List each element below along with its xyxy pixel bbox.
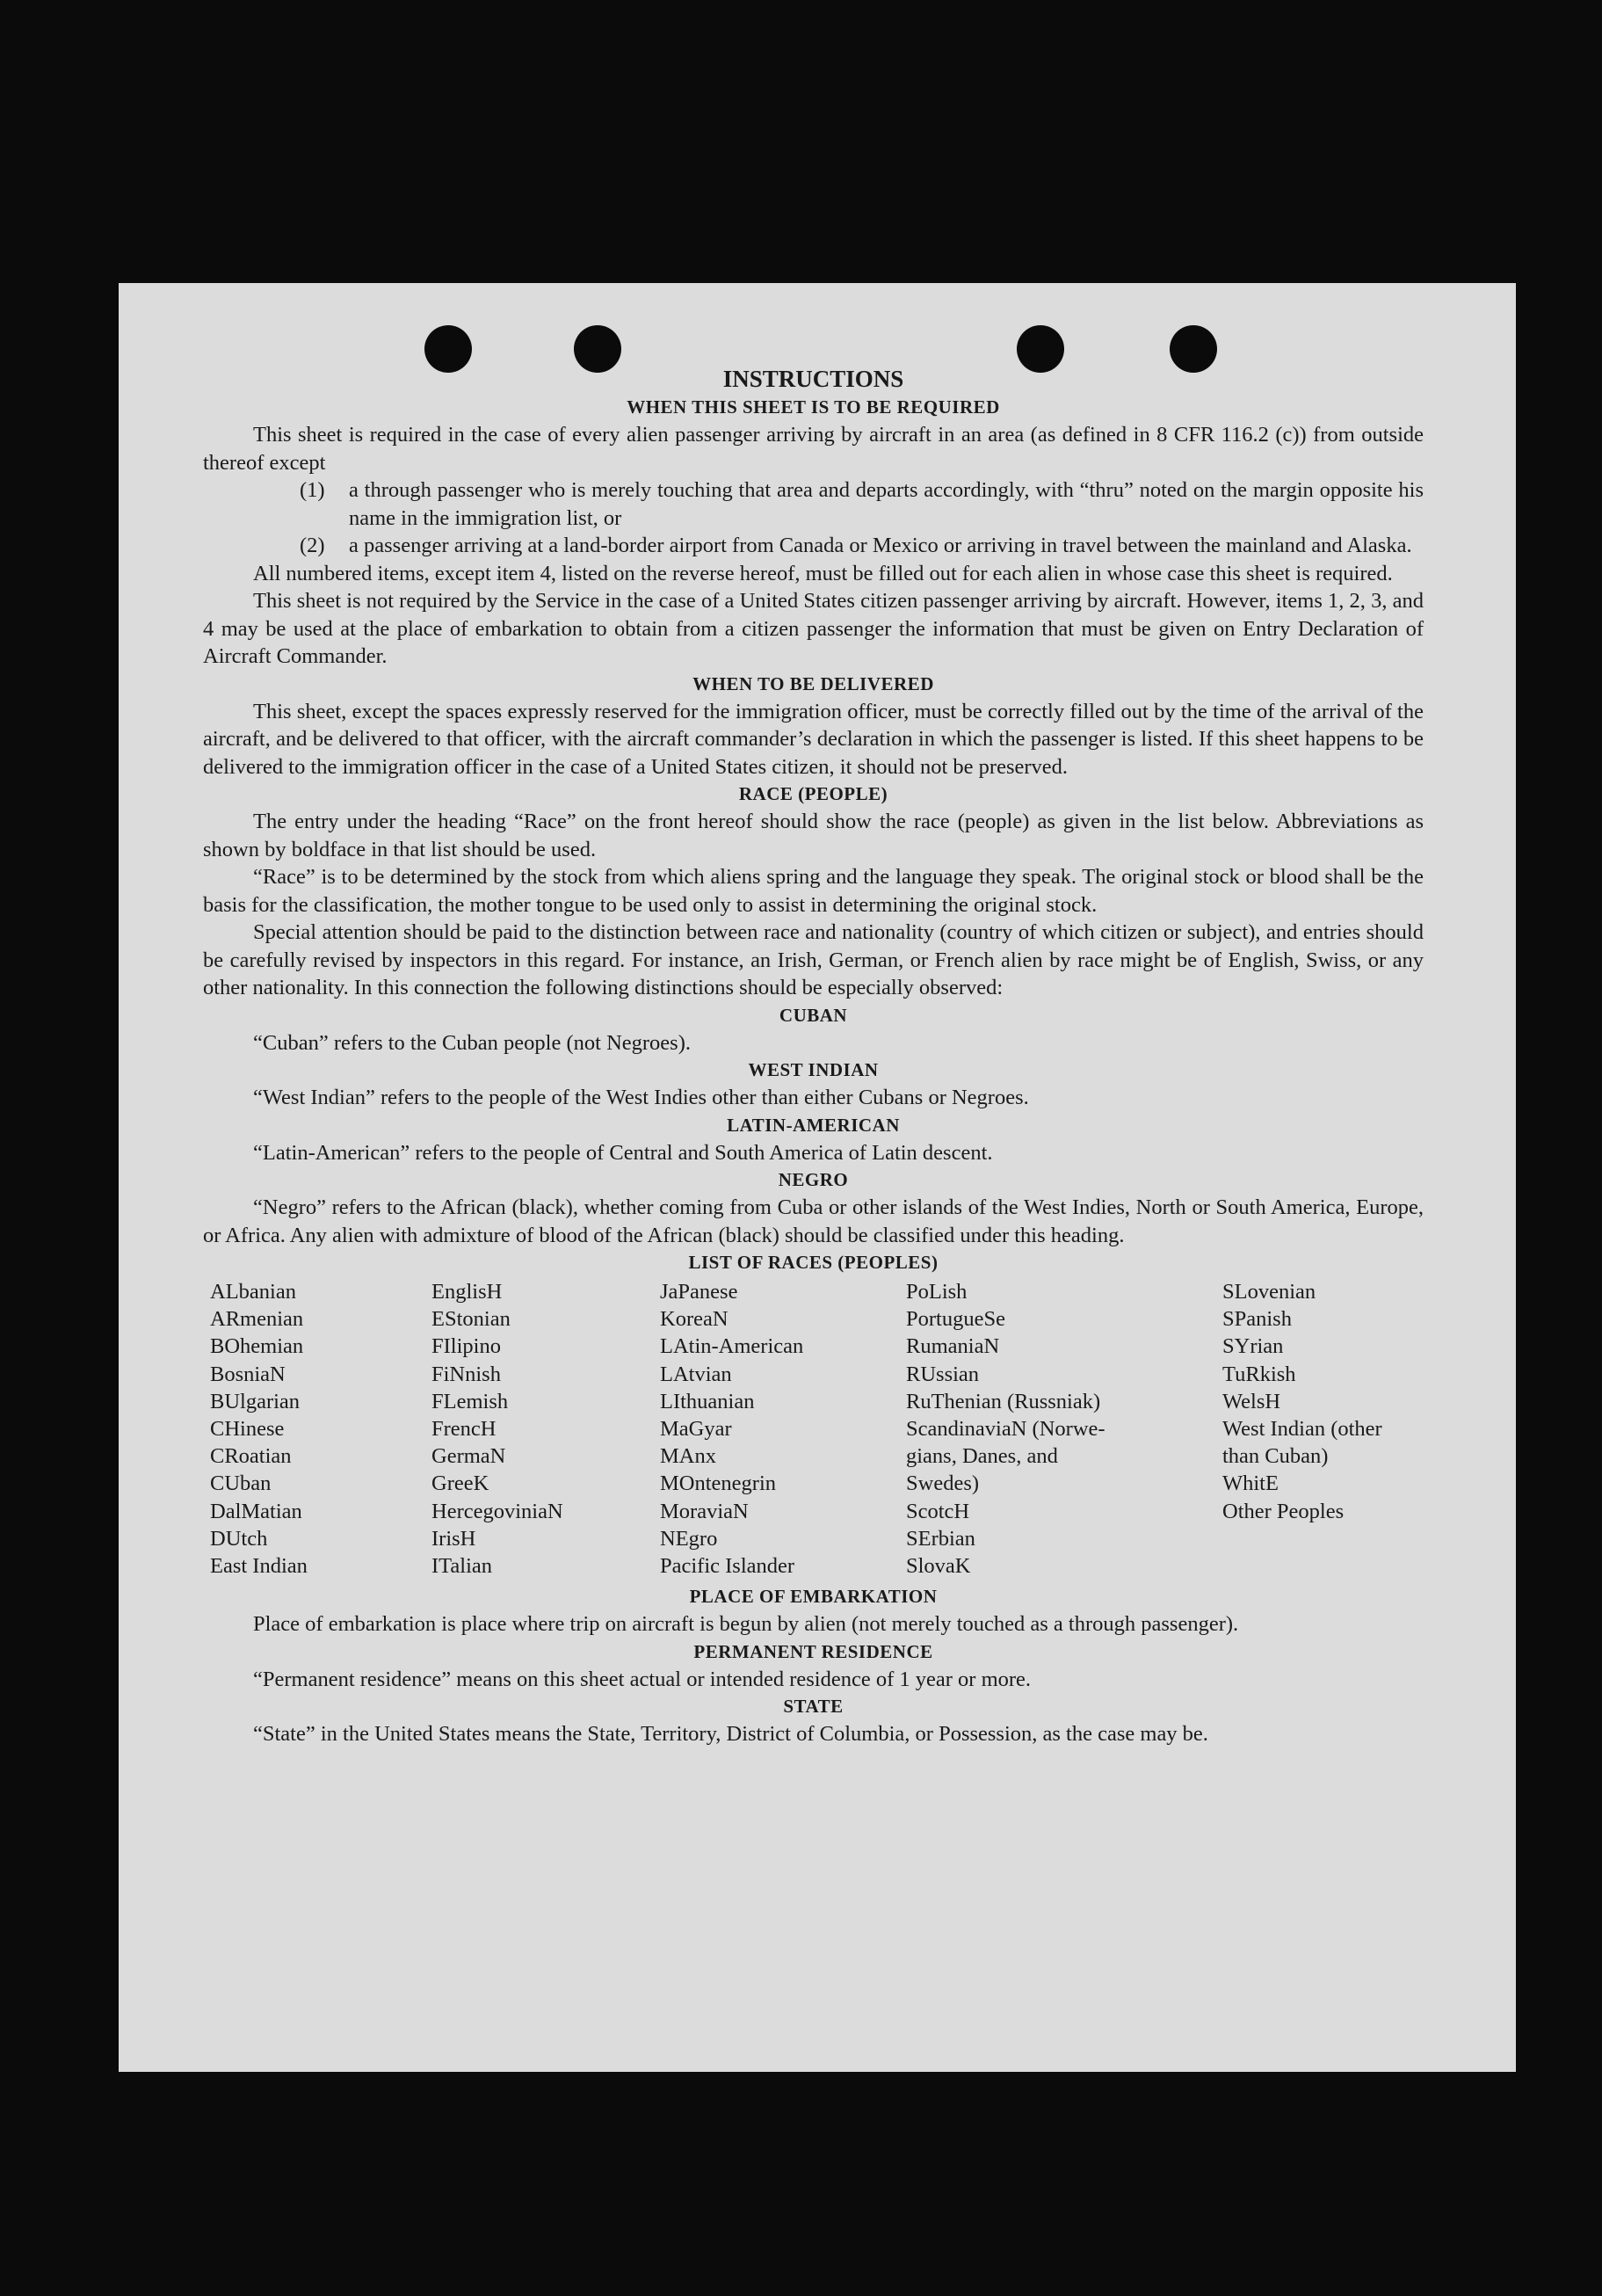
section-heading: PERMANENT RESIDENCE — [693, 1640, 933, 1662]
race-entry: Pacific Islander — [660, 1554, 795, 1579]
race-entry: West Indian (other than Cuban) — [1222, 1417, 1382, 1469]
race-entry: PoLish — [906, 1280, 968, 1304]
race-entry: BOhemian — [210, 1334, 304, 1359]
punch-hole — [1017, 325, 1064, 373]
paragraph: “West Indian” refers to the people of the West Indies other than either Cubans or Negroes. — [253, 1086, 1029, 1109]
race-entry: SLovenian — [1222, 1280, 1316, 1304]
punch-hole — [1170, 325, 1217, 373]
paragraph: “State” in the United States means the State, Territory, District of Columbia, or Possession, as the case may be. — [253, 1722, 1208, 1747]
race-entry: SPanish — [1222, 1307, 1292, 1332]
paragraph: This sheet is required in the case of every alien passenger arriving by aircraft in an area (as defined in 8 CFR 116.2 (c)) from outside thereof except — [203, 423, 1424, 475]
race-entry: NEgro — [660, 1526, 718, 1551]
race-entry: CHinese — [210, 1417, 285, 1442]
race-entry: WhitE — [1222, 1471, 1279, 1496]
race-entry: HercegoviniaN — [431, 1499, 563, 1523]
race-entry: RumaniaN — [906, 1334, 1000, 1359]
race-column — [660, 1278, 906, 1580]
race-entry: RuThenian (Russniak) — [906, 1389, 1101, 1413]
race-entry: GermaN — [431, 1444, 506, 1469]
section-heading: PLACE OF EMBARKATION — [689, 1586, 938, 1608]
race-entry: SYrian — [1222, 1334, 1284, 1359]
race-entry: CRoatian — [210, 1444, 292, 1469]
paragraph: The entry under the heading “Race” on the front hereof should show the race (people) as given in the list below. Abbreviations as shown by boldface in that list should be used. — [203, 810, 1424, 861]
item-number: (2) — [300, 534, 325, 557]
list-item — [203, 532, 1424, 560]
section-heading: LIST OF RACES (PEOPLES) — [688, 1252, 939, 1273]
race-entry: BosniaN — [210, 1362, 286, 1386]
race-entry: LIthuanian — [660, 1389, 755, 1413]
race-list — [203, 1278, 1424, 1580]
race-entry: JaPanese — [660, 1280, 738, 1304]
section-heading: LATIN-AMERICAN — [727, 1114, 900, 1136]
paragraph: All numbered items, except item 4, listed on the reverse hereof, must be filled out for each alien in whose case this sheet is required. — [253, 561, 1393, 585]
paragraph: This sheet, except the spaces expressly reserved for the immigration officer, must be correctly filled out by the time of the arrival of the aircraft, and be delivered to that officer, with the aircraft commander’s declaration in which the passenger is listed. If this sheet happens to be delivered to the immigration officer in the case of a United States citizen, it should not be preserved. — [203, 699, 1424, 779]
race-entry: WelsH — [1222, 1389, 1281, 1413]
paragraph: “Negro” refers to the African (black), whether coming from Cuba or other islands of the West Indies, North or South America, Europe, or Africa. Any alien with admixture of blood of the African (black) should be classified under this heading. — [203, 1195, 1424, 1247]
race-entry: LAtvian — [660, 1362, 732, 1386]
list-item — [203, 476, 1424, 532]
race-entry: East Indian — [210, 1554, 308, 1579]
race-entry: EnglisH — [431, 1280, 503, 1304]
race-entry: GreeK — [431, 1471, 489, 1496]
item-number: (1) — [300, 478, 325, 502]
paragraph: Place of embarkation is place where trip on aircraft is begun by alien (not merely touched as a through passenger). — [253, 1612, 1239, 1637]
race-entry: MOntenegrin — [660, 1471, 776, 1496]
race-entry: SlovaK — [906, 1554, 971, 1579]
section-heading: WHEN THIS SHEET IS TO BE REQUIRED — [627, 396, 1000, 418]
race-entry: ScotcH — [906, 1499, 970, 1523]
race-column — [906, 1278, 1222, 1580]
race-entry: KoreaN — [660, 1307, 729, 1332]
punch-hole — [574, 325, 621, 373]
race-entry: ITalian — [431, 1554, 493, 1579]
race-entry: ALbanian — [210, 1280, 296, 1304]
race-entry: PortugueSe — [906, 1307, 1005, 1332]
section-heading: CUBAN — [779, 1004, 848, 1026]
punch-hole — [424, 325, 472, 373]
race-entry: EStonian — [431, 1307, 511, 1332]
race-column — [210, 1278, 431, 1580]
race-entry: Other Peoples — [1222, 1499, 1345, 1523]
paragraph: Special attention should be paid to the distinction between race and nationality (country of which citizen or subject), and entries should be carefully revised by inspectors in this regard. For instance, an Irish, German, or French alien by race might be of English, Swiss, or any other nationality. In this connection the following distinctions should be especially observed: — [203, 920, 1424, 999]
race-entry: ScandinaviaN (Norwe- gians, Danes, and Swedes) — [906, 1417, 1105, 1496]
page-title: INSTRUCTIONS — [722, 366, 904, 392]
section-heading: RACE (PEOPLE) — [738, 783, 888, 804]
race-entry: MaGyar — [660, 1417, 732, 1442]
race-column — [431, 1278, 660, 1580]
race-entry: FLemish — [431, 1389, 509, 1413]
instruction-sheet — [119, 283, 1516, 2072]
race-entry: SErbian — [906, 1526, 975, 1551]
paragraph: “Cuban” refers to the Cuban people (not Negroes). — [253, 1030, 691, 1055]
section-heading: NEGRO — [778, 1169, 849, 1190]
race-entry: BUlgarian — [210, 1389, 301, 1413]
race-entry: FrencH — [431, 1417, 497, 1442]
paragraph: “Permanent residence” means on this sheet actual or intended residence of 1 year or more. — [253, 1667, 1032, 1691]
section-heading: STATE — [783, 1696, 844, 1718]
race-entry: IrisH — [431, 1526, 476, 1551]
race-entry: CUban — [210, 1471, 272, 1496]
race-entry: DUtch — [210, 1526, 268, 1551]
paragraph: “Latin-American” refers to the people of Central and South America of Latin descent. — [253, 1140, 993, 1165]
race-entry: MAnx — [660, 1444, 716, 1469]
item-text: a passenger arriving at a land-border airport from Canada or Mexico or arriving in travel between the mainland and Alaska. — [349, 534, 1412, 557]
paragraph: “Race” is to be determined by the stock from which aliens spring and the language they speak. The original stock or blood shall be the basis for the classification, the mother tongue to be used only to assist in determining the original stock. — [203, 865, 1424, 917]
race-entry: FiNnish — [431, 1362, 501, 1386]
race-entry: RUssian — [906, 1362, 980, 1386]
race-entry: MoraviaN — [660, 1499, 749, 1523]
race-entry: FIlipino — [431, 1334, 501, 1359]
section-heading: WHEN TO BE DELIVERED — [692, 672, 934, 694]
item-text: a through passenger who is merely touching that area and departs accordingly, with “thru” noted on the margin opposite his name in the immigration list, or — [349, 478, 1424, 530]
paragraph: This sheet is not required by the Service in the case of a United States citizen passenger arriving by aircraft. However, items 1, 2, 3, and 4 may be used at the place of embarkation to obtain from a citizen passenger the information that must be given on Entry Declaration of Aircraft Commander. — [203, 589, 1424, 668]
race-entry: TuRkish — [1222, 1362, 1296, 1386]
race-entry: ARmenian — [210, 1307, 304, 1332]
section-heading: WEST INDIAN — [748, 1059, 879, 1080]
race-entry: DalMatian — [210, 1499, 302, 1523]
race-entry: LAtin-American — [660, 1334, 804, 1359]
race-column — [1222, 1278, 1424, 1580]
